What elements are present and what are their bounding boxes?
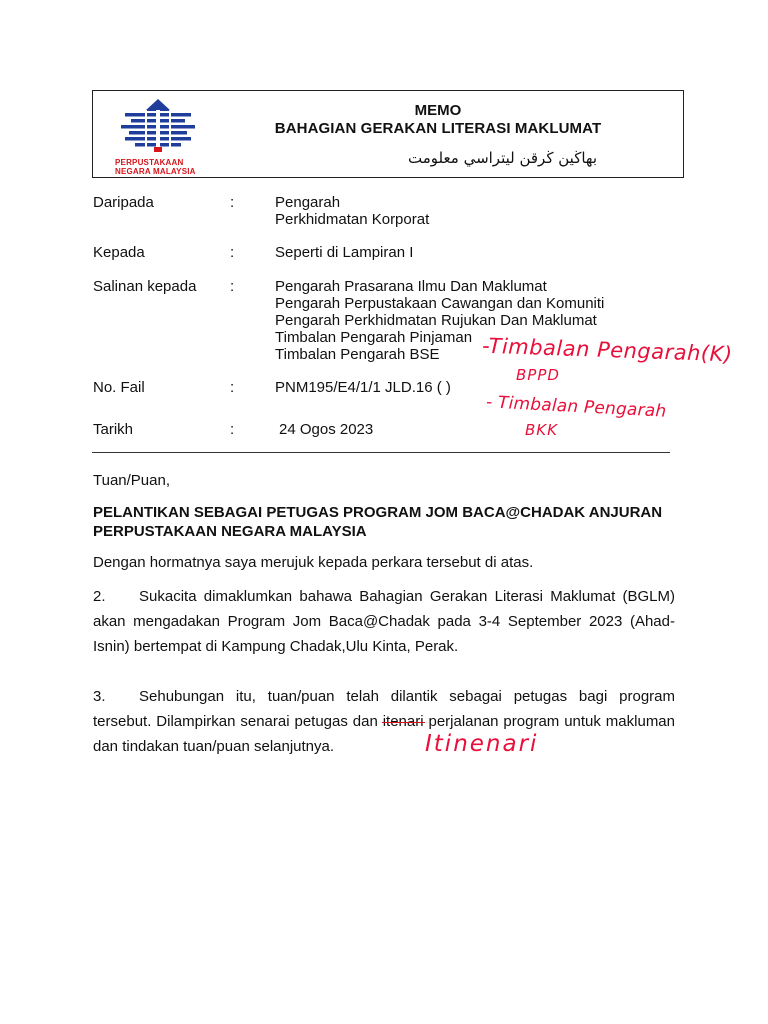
handwritten-correction: Itinenari [425, 731, 539, 757]
cc-value: Timbalan Pengarah BSE [275, 346, 440, 363]
memo-title: MEMO [414, 102, 462, 119]
memo-header [92, 90, 684, 178]
from-colon: : [230, 194, 235, 211]
cc-value: Pengarah Prasarana Ilmu Dan Maklumat [275, 278, 547, 295]
cc-value: Pengarah Perkhidmatan Rujukan Dan Maklumat [275, 312, 597, 329]
paragraph-3-text-b: perjalanan program untuk makluman dan tindakan tuan/puan selanjutnya. [93, 713, 675, 755]
handwritten-note-1: -Timbalan Pengarah(K) [481, 333, 733, 367]
cc-value: Pengarah Perpustakaan Cawangan dan Komuniti [275, 295, 605, 312]
cc-colon: : [230, 278, 235, 295]
handwritten-note-2: - Timbalan Pengarah [485, 392, 667, 422]
memo-department-jawi: بهاڬين ڬرقن ليتراسي معلومت [408, 149, 597, 167]
date-value: 24 Ogos 2023 [279, 421, 374, 438]
cc-value: Timbalan Pengarah Pinjaman [275, 329, 473, 346]
to-colon: : [230, 244, 235, 261]
memo-department: BAHAGIAN GERAKAN LITERASI MAKLUMAT [274, 120, 602, 137]
paragraph-3-number: 3. [93, 688, 106, 705]
paragraph-2-number: 2. [93, 588, 106, 605]
to-value: Seperti di Lampiran I [275, 244, 414, 261]
file-value: PNM195/E4/1/1 JLD.16 ( ) [275, 379, 451, 396]
paragraph-2 [93, 584, 675, 659]
subject-heading [93, 503, 683, 541]
salutation: Tuan/Puan, [93, 472, 170, 489]
paragraph-3-text-a: Sehubungan itu, tuan/puan telah dilantik sebagai petugas bagi program tersebut. Dilampirkan senarai petugas dan [93, 688, 675, 730]
handwritten-note-1-unit: BPPD [516, 366, 560, 384]
date-label: Tarikh [93, 421, 134, 438]
from-value-1: Pengarah [275, 194, 341, 211]
struck-word: itenari [382, 713, 424, 730]
header-divider [92, 452, 670, 453]
subject-line-1: PELANTIKAN SEBAGAI PETUGAS PROGRAM JOM BACA@CHADAK ANJURAN [93, 504, 663, 521]
paragraph-2-text: Sukacita dimaklumkan bahawa Bahagian Gerakan Literasi Maklumat (BGLM) akan mengadakan Program Jom Baca@Chadak pada 3-4 September 2023 (Ahad- Isnin) bertempat di Kampung Chadak,Ulu Kinta, Perak. [93, 588, 675, 655]
date-colon: : [230, 421, 235, 438]
file-colon: : [230, 379, 235, 396]
subject-line-2: PERPUSTAKAAN NEGARA MALAYSIA [93, 523, 367, 540]
cc-label: Salinan kepada [93, 278, 197, 295]
paragraph-3 [93, 684, 675, 759]
intro-paragraph: Dengan hormatnya saya merujuk kepada perkara tersebut di atas. [93, 554, 534, 571]
file-label: No. Fail [93, 379, 145, 396]
to-label: Kepada [93, 244, 145, 261]
from-label: Daripada [93, 194, 154, 211]
logo-text-line1: PERPUSTAKAAN [115, 158, 184, 167]
logo-text-line2: NEGARA MALAYSIA [115, 167, 196, 176]
handwritten-note-2-unit: BKK [525, 421, 558, 439]
from-value-2: Perkhidmatan Korporat [275, 211, 430, 228]
